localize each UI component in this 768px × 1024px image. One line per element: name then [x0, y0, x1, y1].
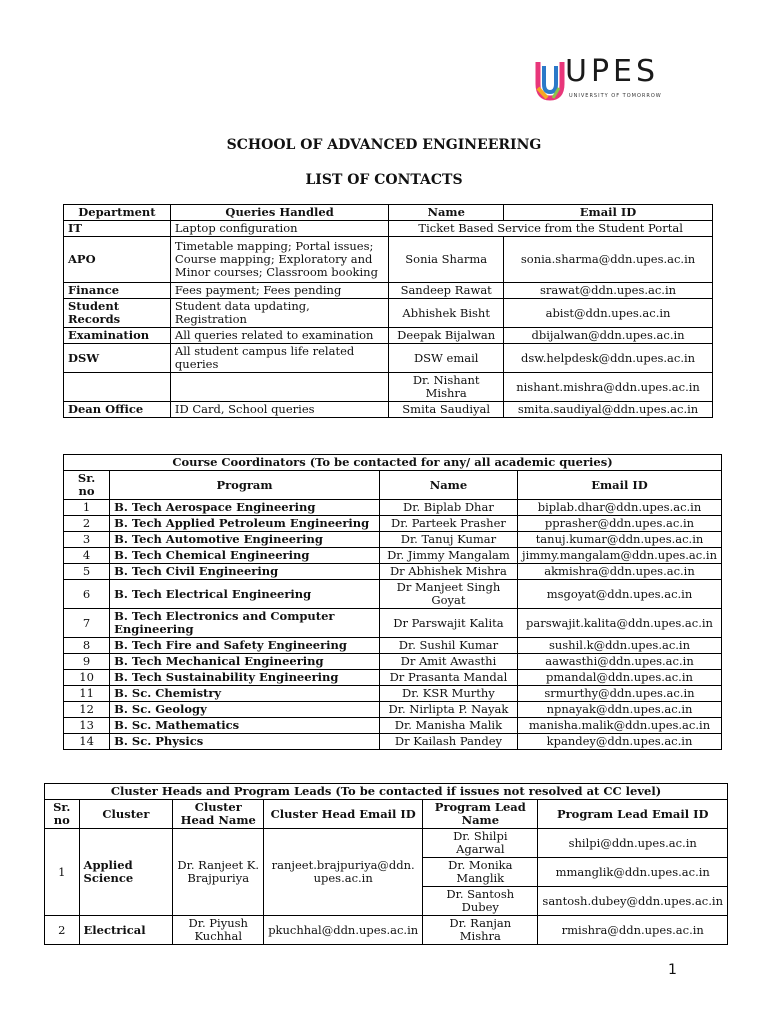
cluster-head-cell: Dr. Ranjeet K. Brajpuriya: [173, 829, 264, 916]
header-cluster: Cluster: [79, 800, 173, 829]
email-cell[interactable]: dbijalwan@ddn.upes.ac.in: [504, 328, 713, 344]
lead-email-cell[interactable]: mmanglik@ddn.upes.ac.in: [538, 858, 728, 887]
name-cell: Dr. Parteek Prasher: [379, 516, 517, 532]
table-row: [64, 609, 722, 638]
lead-name-cell: Dr. Shilpi Agarwal: [423, 829, 538, 858]
coordinators-body: [64, 500, 722, 750]
header-cluster-head: Cluster Head Name: [173, 800, 264, 829]
name-cell: Dr Manjeet Singh Goyat: [379, 580, 517, 609]
name-cell: Dr. Nirlipta P. Nayak: [379, 702, 517, 718]
table-row: [64, 500, 722, 516]
dept-cell: Examination: [64, 328, 171, 344]
name-cell: Dr Prasanta Mandal: [379, 670, 517, 686]
cluster-head-email-cell[interactable]: ranjeet.brajpuriya@ddn.upes.ac.in: [264, 829, 423, 916]
queries-cell: Student data updating, Registration: [170, 299, 388, 328]
table-row: [64, 283, 713, 299]
email-cell[interactable]: npnayak@ddn.upes.ac.in: [518, 702, 722, 718]
lead-email-cell[interactable]: rmishra@ddn.upes.ac.in: [538, 916, 728, 945]
name-cell: Dr Amit Awasthi: [379, 654, 517, 670]
email-cell[interactable]: biplab.dhar@ddn.upes.ac.in: [518, 500, 722, 516]
sr-cell: 12: [64, 702, 110, 718]
logo-text: UPES: [565, 54, 660, 89]
header-program: Program: [110, 471, 380, 500]
dept-cell: APO: [64, 237, 171, 283]
header-cluster-head-email: Cluster Head Email ID: [264, 800, 423, 829]
email-cell[interactable]: akmishra@ddn.upes.ac.in: [518, 564, 722, 580]
program-cell: B. Tech Sustainability Engineering: [110, 670, 380, 686]
header-program-lead-email: Program Lead Email ID: [538, 800, 728, 829]
sr-cell: 9: [64, 654, 110, 670]
table-header-row: [64, 471, 722, 500]
table-row: [45, 829, 728, 858]
email-cell[interactable]: parswajit.kalita@ddn.upes.ac.in: [518, 609, 722, 638]
email-cell[interactable]: srmurthy@ddn.upes.ac.in: [518, 686, 722, 702]
queries-cell: Timetable mapping; Portal issues; Course mapping; Exploratory and Minor courses; Classroom booking: [170, 237, 388, 283]
dept-cell: Dean Office: [64, 402, 171, 418]
email-cell[interactable]: tanuj.kumar@ddn.upes.ac.in: [518, 532, 722, 548]
table-caption-row: [45, 784, 728, 800]
sr-cell: 14: [64, 734, 110, 750]
program-cell: B. Tech Automotive Engineering: [110, 532, 380, 548]
email-cell[interactable]: smita.saudiyal@ddn.upes.ac.in: [504, 402, 713, 418]
header-queries: Queries Handled: [170, 205, 388, 221]
sr-cell: 3: [64, 532, 110, 548]
dept-cell: Student Records: [64, 299, 171, 328]
name-cell: Dr. KSR Murthy: [379, 686, 517, 702]
department-contacts-table: [63, 204, 713, 418]
page-number: 1: [668, 962, 677, 978]
lead-name-cell: Dr. Santosh Dubey: [423, 887, 538, 916]
table-caption-row: [64, 455, 722, 471]
dept-cell: Finance: [64, 283, 171, 299]
cluster-head-cell: Dr. Piyush Kuchhal: [173, 916, 264, 945]
dept-cell: IT: [64, 221, 171, 237]
sr-cell: 7: [64, 609, 110, 638]
page-title: SCHOOL OF ADVANCED ENGINEERING: [226, 137, 542, 153]
lead-name-cell: Dr. Monika Manglik: [423, 858, 538, 887]
program-cell: B. Tech Electronics and Computer Engineering: [110, 609, 380, 638]
note-cell: Ticket Based Service from the Student Portal: [389, 221, 713, 237]
email-cell[interactable]: pmandal@ddn.upes.ac.in: [518, 670, 722, 686]
lead-email-cell[interactable]: santosh.dubey@ddn.upes.ac.in: [538, 887, 728, 916]
email-cell[interactable]: msgoyat@ddn.upes.ac.in: [518, 580, 722, 609]
table-row: [64, 299, 713, 328]
sr-cell: 8: [64, 638, 110, 654]
table-row: [64, 532, 722, 548]
header-department: Department: [64, 205, 171, 221]
name-cell: Smita Saudiyal: [389, 402, 504, 418]
table-row: [64, 580, 722, 609]
queries-cell: [170, 373, 388, 402]
name-cell: Dr Kailash Pandey: [379, 734, 517, 750]
queries-cell: Laptop configuration: [170, 221, 388, 237]
table-header-row: [64, 205, 713, 221]
header-program-lead: Program Lead Name: [423, 800, 538, 829]
table-row: [64, 638, 722, 654]
email-cell[interactable]: dsw.helpdesk@ddn.upes.ac.in: [504, 344, 713, 373]
dept-cell: [64, 373, 171, 402]
program-cell: B. Tech Aerospace Engineering: [110, 500, 380, 516]
table-row: [64, 686, 722, 702]
email-cell[interactable]: manisha.malik@ddn.upes.ac.in: [518, 718, 722, 734]
table-row: [64, 702, 722, 718]
table-row: [64, 564, 722, 580]
cluster-head-email-cell[interactable]: pkuchhal@ddn.upes.ac.in: [264, 916, 423, 945]
email-cell[interactable]: jimmy.mangalam@ddn.upes.ac.in: [518, 548, 722, 564]
email-cell[interactable]: sonia.sharma@ddn.upes.ac.in: [504, 237, 713, 283]
table-row: [64, 237, 713, 283]
name-cell: Deepak Bijalwan: [389, 328, 504, 344]
sr-cell: 6: [64, 580, 110, 609]
header-email: Email ID: [518, 471, 722, 500]
sr-cell: 10: [64, 670, 110, 686]
name-cell: Abhishek Bisht: [389, 299, 504, 328]
header-sr-no: Sr. no: [45, 800, 80, 829]
cluster-cell: Electrical: [79, 916, 173, 945]
queries-cell: Fees payment; Fees pending: [170, 283, 388, 299]
header-sr-no: Sr. no: [64, 471, 110, 500]
header-name: Name: [379, 471, 517, 500]
table-row: [64, 402, 713, 418]
sr-cell: 13: [64, 718, 110, 734]
program-cell: B. Tech Electrical Engineering: [110, 580, 380, 609]
upes-logo: [535, 54, 665, 106]
cluster-cell: Applied Science: [79, 829, 173, 916]
program-cell: B. Sc. Chemistry: [110, 686, 380, 702]
table-row: [64, 221, 713, 237]
email-cell[interactable]: sushil.k@ddn.upes.ac.in: [518, 638, 722, 654]
queries-cell: ID Card, School queries: [170, 402, 388, 418]
table-row: [64, 718, 722, 734]
table-row: [64, 670, 722, 686]
header-email: Email ID: [504, 205, 713, 221]
name-cell: Sandeep Rawat: [389, 283, 504, 299]
table-row: [64, 373, 713, 402]
course-coordinators-table: [63, 454, 722, 750]
email-cell[interactable]: pprasher@ddn.upes.ac.in: [518, 516, 722, 532]
name-cell: DSW email: [389, 344, 504, 373]
sr-cell: 2: [64, 516, 110, 532]
name-cell: Dr. Sushil Kumar: [379, 638, 517, 654]
lead-name-cell: Dr. Ranjan Mishra: [423, 916, 538, 945]
sr-cell: 11: [64, 686, 110, 702]
dept-cell: DSW: [64, 344, 171, 373]
queries-cell: All student campus life related queries: [170, 344, 388, 373]
upes-emblem-icon: [535, 58, 565, 104]
email-cell[interactable]: aawasthi@ddn.upes.ac.in: [518, 654, 722, 670]
email-cell[interactable]: nishant.mishra@ddn.upes.ac.in: [504, 373, 713, 402]
sr-cell: 1: [64, 500, 110, 516]
sr-cell: 1: [45, 829, 80, 916]
sr-cell: 5: [64, 564, 110, 580]
table-row: [64, 344, 713, 373]
table-row: [45, 916, 728, 945]
sr-cell: 4: [64, 548, 110, 564]
program-cell: B. Tech Chemical Engineering: [110, 548, 380, 564]
name-cell: Dr Parswajit Kalita: [379, 609, 517, 638]
cluster-heads-table: [44, 783, 728, 945]
table-row: [64, 734, 722, 750]
name-cell: Dr Abhishek Mishra: [379, 564, 517, 580]
program-cell: B. Tech Applied Petroleum Engineering: [110, 516, 380, 532]
logo-tagline: UNIVERSITY OF TOMORROW: [569, 93, 662, 99]
sr-cell: 2: [45, 916, 80, 945]
program-cell: B. Tech Mechanical Engineering: [110, 654, 380, 670]
email-cell[interactable]: abist@ddn.upes.ac.in: [504, 299, 713, 328]
program-cell: B. Tech Civil Engineering: [110, 564, 380, 580]
table-header-row: [45, 800, 728, 829]
table-row: [64, 548, 722, 564]
table-row: [64, 328, 713, 344]
clusters-caption: Cluster Heads and Program Leads (To be contacted if issues not resolved at CC level): [45, 784, 728, 800]
program-cell: B. Sc. Mathematics: [110, 718, 380, 734]
table-row: [64, 516, 722, 532]
name-cell: Dr. Manisha Malik: [379, 718, 517, 734]
coordinators-caption: Course Coordinators (To be contacted for any/ all academic queries): [64, 455, 722, 471]
queries-cell: All queries related to examination: [170, 328, 388, 344]
name-cell: Dr. Jimmy Mangalam: [379, 548, 517, 564]
lead-email-cell[interactable]: shilpi@ddn.upes.ac.in: [538, 829, 728, 858]
page-subtitle: LIST OF CONTACTS: [305, 172, 463, 188]
email-cell[interactable]: srawat@ddn.upes.ac.in: [504, 283, 713, 299]
name-cell: Dr. Biplab Dhar: [379, 500, 517, 516]
email-cell[interactable]: kpandey@ddn.upes.ac.in: [518, 734, 722, 750]
program-cell: B. Sc. Geology: [110, 702, 380, 718]
name-cell: Dr. Nishant Mishra: [389, 373, 504, 402]
program-cell: B. Sc. Physics: [110, 734, 380, 750]
name-cell: Sonia Sharma: [389, 237, 504, 283]
table-row: [64, 654, 722, 670]
name-cell: Dr. Tanuj Kumar: [379, 532, 517, 548]
program-cell: B. Tech Fire and Safety Engineering: [110, 638, 380, 654]
header-name: Name: [389, 205, 504, 221]
